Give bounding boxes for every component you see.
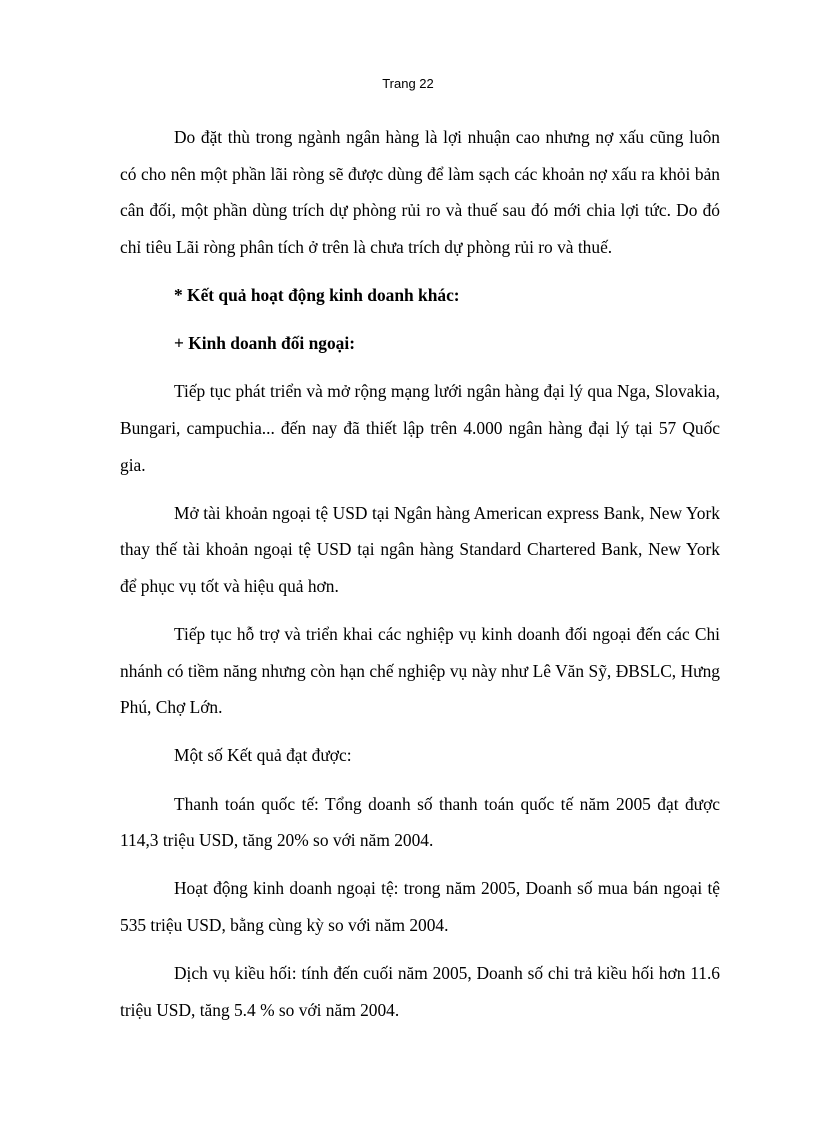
paragraph-branch-support: Tiếp tục hỗ trợ và triển khai các nghiệp vụ kinh doanh đối ngoại đến các Chi nhánh có tiềm năng nhưng còn hạn chế nghiệp vụ này như Lê Văn Sỹ, ĐBSLC, Hưng Phú, Chợ Lớn. <box>120 624 720 718</box>
paragraph-forex-trading: Hoạt động kinh doanh ngoại tệ: trong năm 2005, Doanh số mua bán ngoại tệ 535 triệu USD, bằng cùng kỳ so với năm 2004. <box>120 878 720 936</box>
paragraph-international-payment: Thanh toán quốc tế: Tổng doanh số thanh toán quốc tế năm 2005 đạt được 114,3 triệu USD, tăng 20% so với năm 2004. <box>120 793 720 851</box>
paragraph-results-intro: Một số Kết quả đạt được: <box>174 745 352 766</box>
page-number-header: Trang 22 <box>382 76 434 91</box>
section-heading-other-results: * Kết quả hoạt động kinh doanh khác: <box>174 284 460 305</box>
paragraph-correspondent-network: Tiếp tục phát triển và mở rộng mạng lưới ngân hàng đại lý qua Nga, Slovakia, Bungari, campuchia... đến nay đã thiết lập trên 4.000 ngân hàng đại lý tại 57 Quốc gia. <box>120 381 720 475</box>
subsection-heading-foreign-business: + Kinh doanh đối ngoại: <box>174 333 355 354</box>
document-body <box>120 119 720 1028</box>
paragraph-remittance: Dịch vụ kiều hối: tính đến cuối năm 2005, Doanh số chi trả kiều hối hơn 11.6 triệu USD, tăng 5.4 % so với năm 2004. <box>120 963 720 1020</box>
paragraph-bad-debt: Do đặt thù trong ngành ngân hàng là lợi nhuận cao nhưng nợ xấu cũng luôn có cho nên một phần lãi ròng sẽ được dùng để làm sạch các khoản nợ xấu ra khỏi bản cân đối, một phần dùng trích dự phòng rủi ro và thuế sau đó mới chia lợi tức. Do đó chỉ tiêu Lãi ròng phân tích ở trên là chưa trích dự phòng rủi ro và thuế. <box>120 127 720 257</box>
paragraph-usd-account: Mở tài khoản ngoại tệ USD tại Ngân hàng American express Bank, New York thay thế tài khoản ngoại tệ USD tại ngân hàng Standard Chartered Bank, New York để phục vụ tốt và hiệu quả hơn. <box>120 502 720 596</box>
